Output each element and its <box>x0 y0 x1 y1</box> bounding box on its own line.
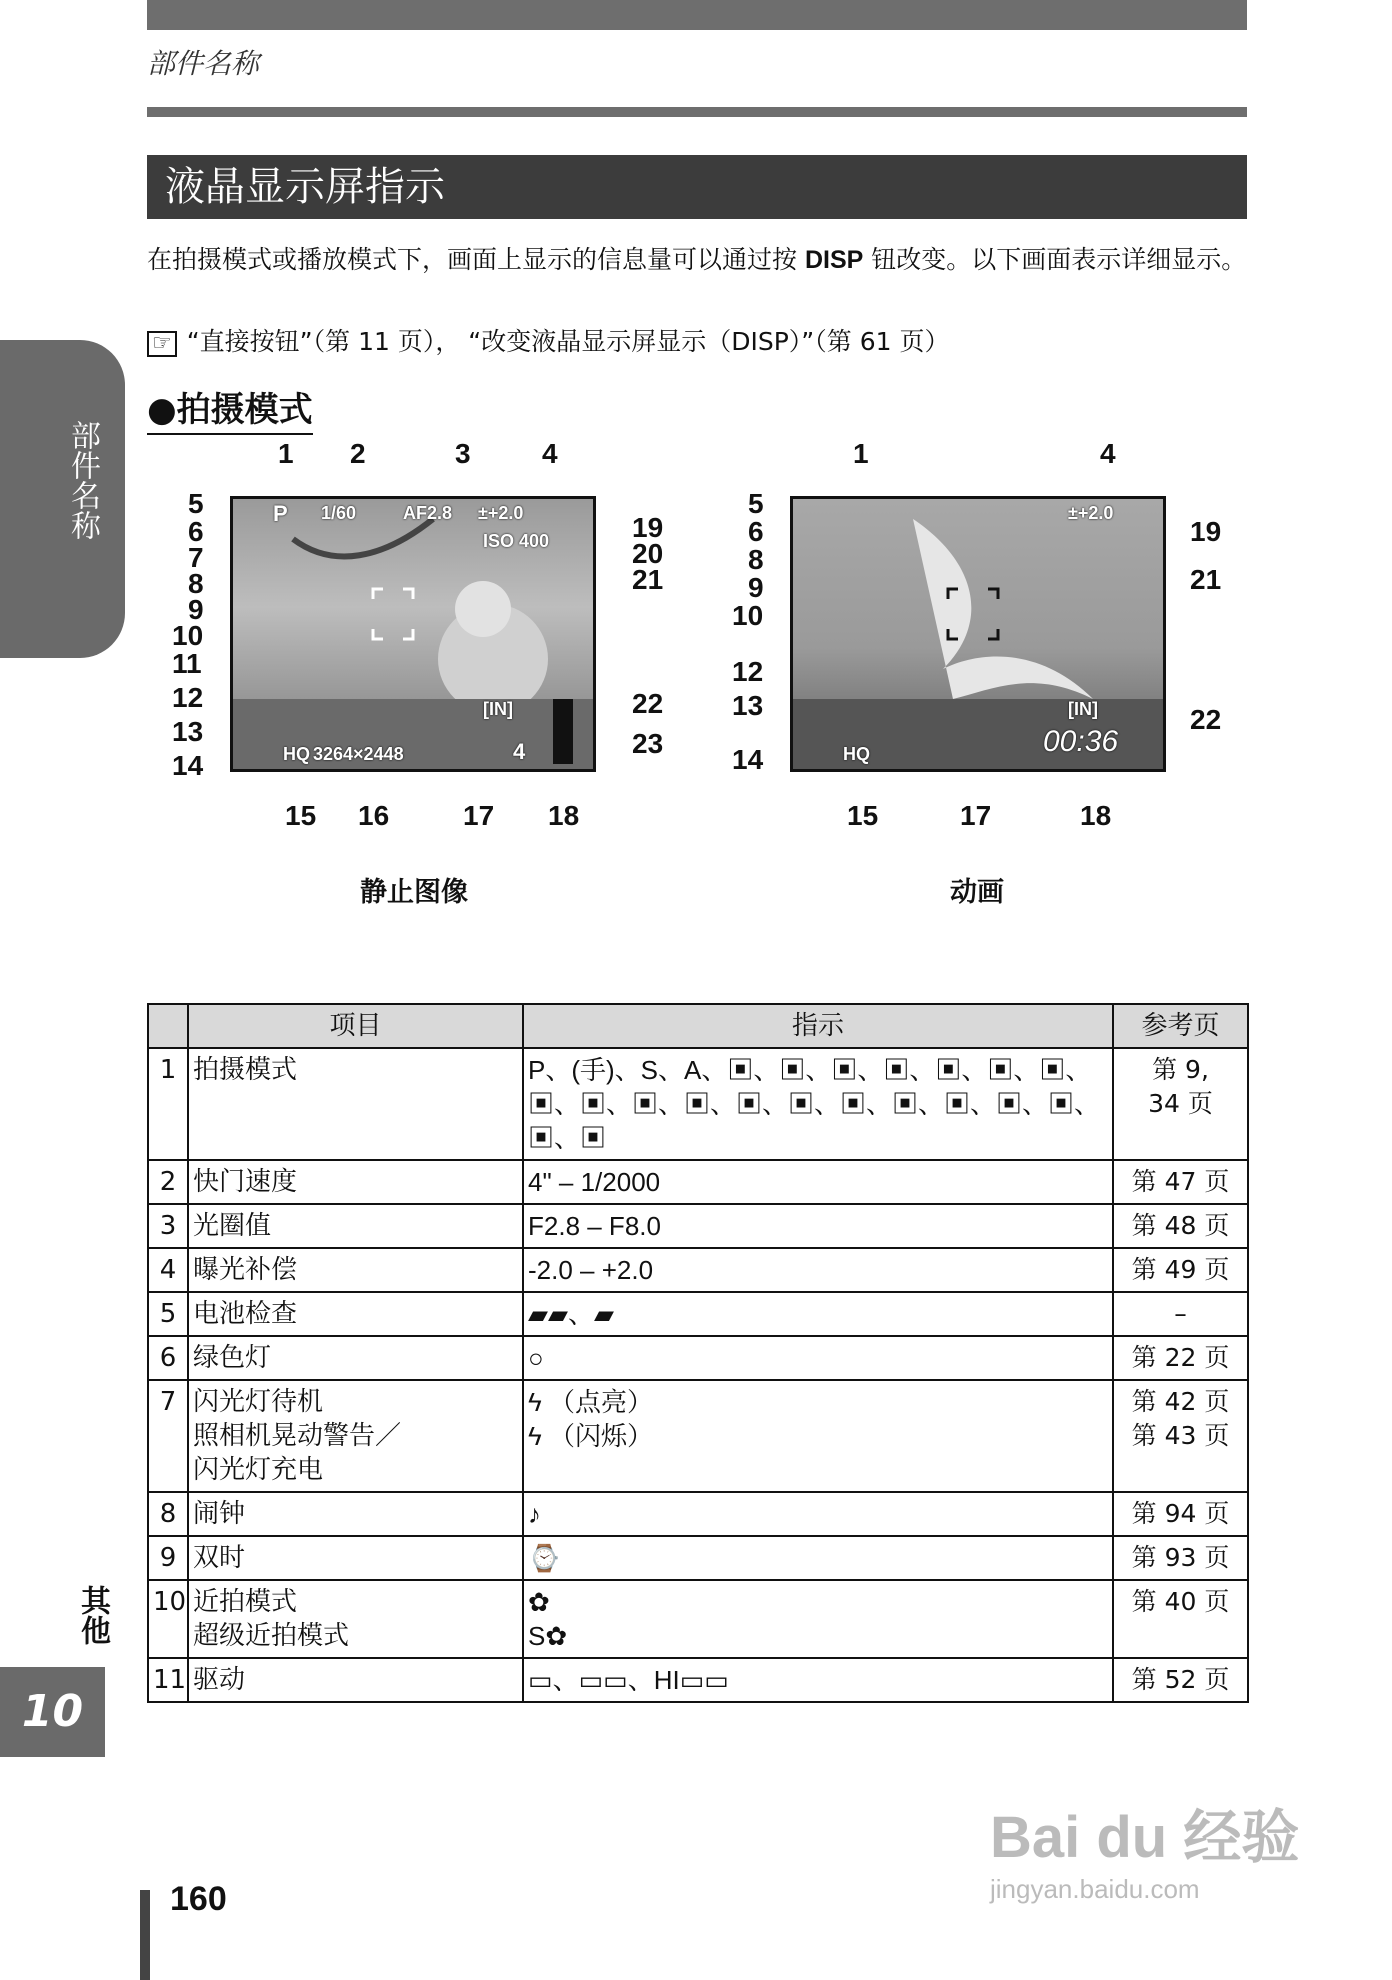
row-indicator: ♪ <box>523 1492 1113 1536</box>
row-number: 8 <box>148 1492 188 1536</box>
movie-callout-1: 1 <box>853 438 869 469</box>
movie-caption: 动画 <box>950 877 1004 908</box>
row-number: 10 <box>148 1580 188 1658</box>
row-item: 绿色灯 <box>188 1336 523 1380</box>
still-iso-label: ISO 400 <box>483 531 550 551</box>
intro-text-2: 钮改变。以下画面表示详细显示。 <box>863 245 1247 274</box>
still-callout-18: 18 <box>548 800 580 831</box>
row-indicator: 4" – 1/2000 <box>523 1160 1113 1204</box>
subheading: ●拍摄模式 <box>147 382 313 435</box>
row-page: 第 22 页 <box>1113 1336 1248 1380</box>
still-screen <box>230 496 596 772</box>
table-row <box>148 1658 1248 1702</box>
row-number: 6 <box>148 1336 188 1380</box>
movie-callout-9: 9 <box>748 572 764 603</box>
side-tab-label: 部件名称 <box>65 420 100 540</box>
still-caption: 静止图像 <box>360 877 468 908</box>
still-callout-7: 7 <box>188 542 204 573</box>
still-callout-17: 17 <box>463 800 495 831</box>
page-title: 液晶显示屏指示 <box>147 155 1247 219</box>
chapter-number: 10 <box>0 1667 105 1757</box>
table-row <box>148 1292 1248 1336</box>
row-number: 4 <box>148 1248 188 1292</box>
movie-callout-18: 18 <box>1080 800 1112 831</box>
row-indicator: F2.8 – F8.0 <box>523 1204 1113 1248</box>
disp-button-name: DISP <box>804 246 864 274</box>
row-item: 电池检查 <box>188 1292 523 1336</box>
movie-callout-4: 4 <box>1100 438 1116 469</box>
still-callout-11: 11 <box>172 648 202 679</box>
still-callout-13: 13 <box>172 716 204 747</box>
still-aperture-label: AF2.8 <box>403 503 453 523</box>
header-no <box>148 1004 188 1048</box>
table-body <box>148 1048 1248 1702</box>
movie-diagram <box>720 440 1240 840</box>
table-row <box>148 1492 1248 1536</box>
movie-callout-15: 15 <box>847 800 879 831</box>
header-indicator: 指示 <box>523 1004 1113 1048</box>
still-callout-10: 10 <box>172 620 204 651</box>
page-number-bar <box>140 1890 150 1980</box>
movie-time-label: 00:36 <box>1043 725 1119 758</box>
still-callout-22: 22 <box>632 688 664 719</box>
row-number: 7 <box>148 1380 188 1492</box>
row-number: 5 <box>148 1292 188 1336</box>
row-page: 第 9, 34 页 <box>1113 1048 1248 1160</box>
still-callout-12: 12 <box>172 682 204 713</box>
intro-text-1: 在拍摄模式或播放模式下，画面上显示的信息量可以通过按 <box>147 245 805 274</box>
table-row <box>148 1204 1248 1248</box>
row-item: 闹钟 <box>188 1492 523 1536</box>
movie-callout-5: 5 <box>748 488 764 519</box>
row-page: 第 94 页 <box>1113 1492 1248 1536</box>
row-indicator: -2.0 – +2.0 <box>523 1248 1113 1292</box>
table-row <box>148 1248 1248 1292</box>
still-callout-14: 14 <box>172 750 204 781</box>
movie-callout-10: 10 <box>732 600 764 631</box>
reference-line <box>147 322 949 358</box>
still-resolution-label: 3264×2448 <box>313 744 404 764</box>
row-indicator: ✿ S✿ <box>523 1580 1113 1658</box>
row-indicator: ▰▰、▰ <box>523 1292 1113 1336</box>
watermark-sub: jingyan.baidu.com <box>990 1874 1200 1904</box>
movie-callout-13: 13 <box>732 690 764 721</box>
indicator-table <box>147 1003 1249 1703</box>
still-callout-4: 4 <box>542 438 558 469</box>
row-item: 闪光灯待机 照相机晃动警告／ 闪光灯充电 <box>188 1380 523 1492</box>
still-quality-label: HQ <box>283 744 310 764</box>
still-callout-1: 1 <box>278 438 294 469</box>
row-page: 第 48 页 <box>1113 1204 1248 1248</box>
table-row <box>148 1336 1248 1380</box>
still-mode-label: P <box>273 501 288 526</box>
table-row <box>148 1536 1248 1580</box>
header-item: 项目 <box>188 1004 523 1048</box>
row-item: 光圈值 <box>188 1204 523 1248</box>
still-callout-16: 16 <box>358 800 390 831</box>
row-indicator: ⌚ <box>523 1536 1113 1580</box>
chapter-label: 其他 <box>75 1585 110 1645</box>
row-item: 近拍模式 超级近拍模式 <box>188 1580 523 1658</box>
row-number: 1 <box>148 1048 188 1160</box>
movie-callout-14: 14 <box>732 744 764 775</box>
still-callout-21: 21 <box>632 564 664 595</box>
movie-exposure-label: ±+2.0 <box>1068 503 1114 523</box>
row-page: 第 93 页 <box>1113 1536 1248 1580</box>
still-callout-3: 3 <box>455 438 471 469</box>
row-page: 第 42 页 第 43 页 <box>1113 1380 1248 1492</box>
header-bar <box>147 0 1247 30</box>
still-memory-label: [IN] <box>483 699 513 719</box>
row-page: 第 47 页 <box>1113 1160 1248 1204</box>
still-callout-19: 19 <box>632 512 664 543</box>
row-indicator: ϟ （点亮） ϟ （闪烁） <box>523 1380 1113 1492</box>
still-callout-9: 9 <box>188 594 204 625</box>
row-page: 第 49 页 <box>1113 1248 1248 1292</box>
table-row <box>148 1380 1248 1492</box>
still-callout-20: 20 <box>632 538 664 569</box>
row-item: 曝光补偿 <box>188 1248 523 1292</box>
row-indicator: P、(手)、S、A、▣、▣、▣、▣、▣、▣、▣、▣、▣、▣、▣、▣、▣、▣、▣、▣、▣、▣、▣、▣ <box>523 1048 1113 1160</box>
row-indicator: ○ <box>523 1336 1113 1380</box>
table-row <box>148 1048 1248 1160</box>
row-item: 双时 <box>188 1536 523 1580</box>
row-number: 11 <box>148 1658 188 1702</box>
still-callout-15: 15 <box>285 800 317 831</box>
row-number: 9 <box>148 1536 188 1580</box>
header-page: 参考页 <box>1113 1004 1248 1048</box>
row-item: 拍摄模式 <box>188 1048 523 1160</box>
movie-memory-label: [IN] <box>1068 699 1098 719</box>
still-callout-8: 8 <box>188 568 204 599</box>
row-item: 快门速度 <box>188 1160 523 1204</box>
still-callout-5: 5 <box>188 488 204 519</box>
table-header-row <box>148 1004 1248 1048</box>
row-number: 2 <box>148 1160 188 1204</box>
movie-screen <box>790 496 1166 772</box>
movie-callout-19: 19 <box>1190 516 1222 547</box>
movie-callout-22: 22 <box>1190 704 1222 735</box>
reference-text: “直接按钮”（第 11 页）， “改变液晶显示屏显示（DISP）”（第 61 页） <box>186 327 950 356</box>
still-exposure-label: ±+2.0 <box>478 503 524 523</box>
movie-callout-6: 6 <box>748 516 764 547</box>
still-shutter-label: 1/60 <box>321 503 357 523</box>
movie-quality-label: HQ <box>843 744 870 764</box>
movie-callout-21: 21 <box>1190 564 1222 595</box>
still-count-label: 4 <box>513 739 526 764</box>
page-number: 160 <box>170 1880 227 1918</box>
row-indicator: ▭、▭▭、HI▭▭ <box>523 1658 1113 1702</box>
still-image-diagram <box>150 440 670 840</box>
movie-callout-17: 17 <box>960 800 992 831</box>
still-callout-6: 6 <box>188 516 204 547</box>
still-memory-gauge <box>553 699 573 764</box>
section-name: 部件名称 <box>147 47 260 80</box>
watermark <box>990 1790 1320 1940</box>
watermark-main: Bai du 经验 <box>990 1805 1300 1870</box>
intro-paragraph <box>147 240 1247 280</box>
row-page: 第 40 页 <box>1113 1580 1248 1658</box>
header-divider <box>147 107 1247 117</box>
row-page: – <box>1113 1292 1248 1336</box>
row-number: 3 <box>148 1204 188 1248</box>
row-page: 第 52 页 <box>1113 1658 1248 1702</box>
row-item: 驱动 <box>188 1658 523 1702</box>
still-callout-23: 23 <box>632 728 664 759</box>
movie-callout-12: 12 <box>732 656 764 687</box>
table-row <box>148 1580 1248 1658</box>
still-callout-2: 2 <box>350 438 366 469</box>
table-row <box>148 1160 1248 1204</box>
reference-icon: ☞ <box>147 331 177 357</box>
movie-callout-8: 8 <box>748 544 764 575</box>
